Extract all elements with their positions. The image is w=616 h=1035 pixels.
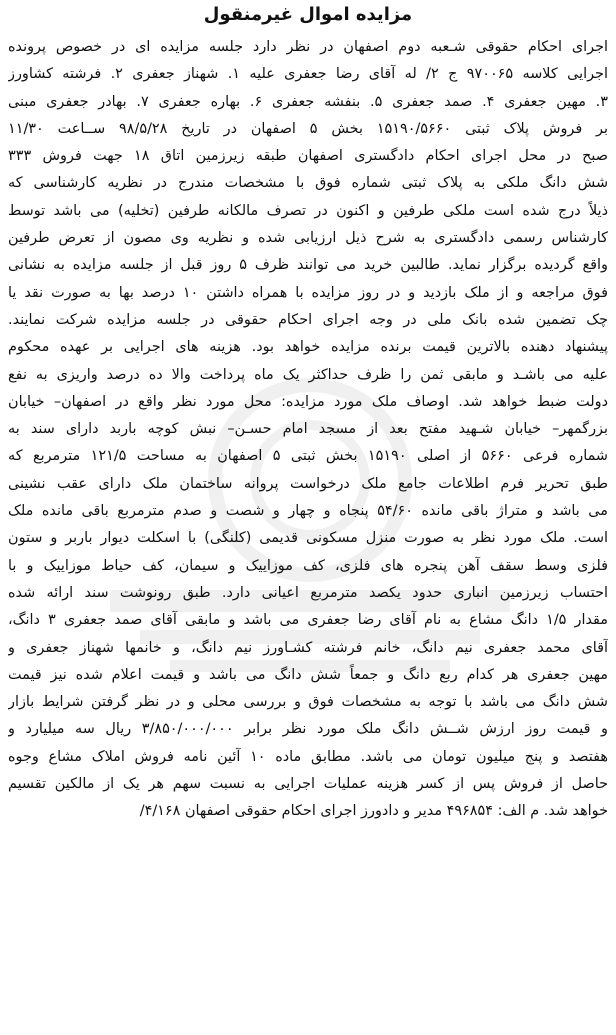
notice-body — [8, 34, 608, 826]
notice-title: مزایده اموال غیرمنقول — [203, 4, 413, 25]
notice-line: واقع گردیده برگزار نماید. طالبین خرید می توانند ظرف ۵ روز قبل از جلسه مزایده به نشانی — [8, 257, 608, 274]
notice-line: طبق تحریر فرم اطلاعات جامع ملک درخواست پروانه ساختمان ملک دارای عقب نشینی — [8, 475, 608, 492]
notice-line: هفتصد و پنج میلیون تومان می باشد. مطابق ماده ۱۰ آئین نامه فروش املاک مشاع وجوه — [8, 748, 608, 765]
notice-line: فوق مراجعه و از ملک بازدید و در روز مزایده با همراه داشتن ۱۰ درصد بها به صورت نقد یا — [8, 284, 608, 301]
notice-line: اجرای احکام حقوقی شـعبه دوم اصفهان در نظر دارد جلسه مزایده ای در خصوص پرونده — [8, 39, 608, 55]
notice-line: صبح در محل اجرای احکام دادگستری اصفهان طبقه زیرزمین اتاق ۱۸ جهت فروش ۳۳۳ — [8, 148, 608, 165]
auction-notice — [8, 0, 608, 826]
notice-line: است. ملک مورد نظر به صورت منزل مسکونی قدیمی (کلنگی) با اسکلت دیوار باربر و ستون — [8, 530, 608, 547]
notice-line: مهین جعفری هر کدام ربع دانگ و جمعاً شش دانگ می باشد و قیمت اعلام شده نیز قیمت — [8, 666, 608, 683]
notice-line: کارشناس رسمی دادگستری به شرح ذیل ارزیابی شده و نظریه وی مصون از تعرض طرفین — [8, 230, 608, 247]
notice-line: بر فروش پلاک ثبتی ۱۵۱۹۰/۵۶۶۰ بخش ۵ اصفهان در تاریخ ۹۸/۵/۲۸ ســاعت ۱۱/۳۰ — [8, 120, 608, 137]
notice-line: چک تضمین شده بانک ملی در وجه اجرای احکام حقوقی در جلسه مزایده شرکت نمایند. — [8, 311, 608, 328]
notice-line: مقدار ۱/۵ دانگ مشاع به نام آقای رضا جعفری می باشد و مابقی آقای صمد جعفری ۳ دانگ، — [8, 612, 608, 629]
notice-line: احتساب زیرزمین انباری حدود یکصد مترمربع اعیانی دارد. طبق رونوشت سند ارائه شده — [8, 584, 608, 601]
notice-line: پیشنهاد دهنده بالاترین قیمت برنده مزایده خواهد بود. هزینه های اجرایی بر عهده محکوم — [8, 339, 608, 356]
notice-line: ۳. مهین جعفری ۴. صمد جعفری ۵. بنفشه جعفری ۶. بهاره جعفری ۷. بهادر جعفری مبنی — [8, 93, 608, 110]
notice-line: و قیمت روز ارزش شــش دانگ ملک مورد نظر برابر ۳/۸۵۰/۰۰۰/۰۰۰ ریال سه میلیارد و — [8, 721, 608, 738]
notice-line: دولت ضبط خواهد شد. اوصاف ملک مورد مزایده: محل مورد نظر واقع در اصفهان– خیابان — [8, 393, 608, 410]
notice-line: آقای محمد جعفری نیم دانگ، خانم فرشته کشـاورز نیم دانگ، و خانمها شهناز جعفری و — [8, 639, 608, 656]
notice-line: علیه می باشـد و مابقی ثمن را ظرف حداکثر یک ماه پرداخت والا ده درصد واریزی به نفع — [8, 366, 608, 383]
notice-line: ذیلاً درج شده است ملکی طرفین و اکنون در تصرف مالکانه طرفین (تخلیه) می باشد توسط — [8, 202, 608, 219]
notice-line: بزرگمهر– خیابان شـهید مفتح بعد از مسجد امام حسـن– نبش کوچه باربد دارای سند به — [8, 421, 608, 438]
notice-line: اجرایی کلاسه ۹۷۰۰۶۵ ج ۲/ له آقای رضا جعفری علیه ۱. شهناز جعفری ۲. فرشته کشاورز — [8, 66, 608, 83]
notice-line: شماره فرعی ۵۶۶۰ از اصلی ۱۵۱۹۰ بخش ثبتی ۵ اصفهان به مساحت ۱۲۱/۵ مترمربع که — [8, 448, 608, 465]
notice-line: حاصل از فروش پس از کسر هزینه عملیات اجرایی به نسبت سهم هر یک از مالکین تقسیم — [8, 776, 608, 793]
notice-line: شش دانگ ملکی به پلاک ثبتی شماره فوق با مشخصات مندرج در نظریه کارشناسی که — [8, 175, 608, 192]
notice-line: شش دانگ می باشد با توجه به مشخصات فوق و بررسی محلی و در نظر گرفتن شرایط بازار — [8, 694, 608, 711]
notice-line: فلزی وسط سقف آهن پنجره های فلزی، کف موزاییک و سیمان، کف حیاط موزاییک و با — [8, 557, 608, 574]
notice-signature-line: خواهد شد. م الف: ۴۹۶۸۵۴ مدیر و دادورز اجرای احکام حقوقی اصفهان ۴/۱۶۸/ — [139, 803, 608, 820]
notice-line: می باشد و متراژ باقی مانده ۵۴/۶۰ پنجاه و چهار و شصت و صدم مترمربع باقی مانده ملک — [8, 503, 608, 520]
